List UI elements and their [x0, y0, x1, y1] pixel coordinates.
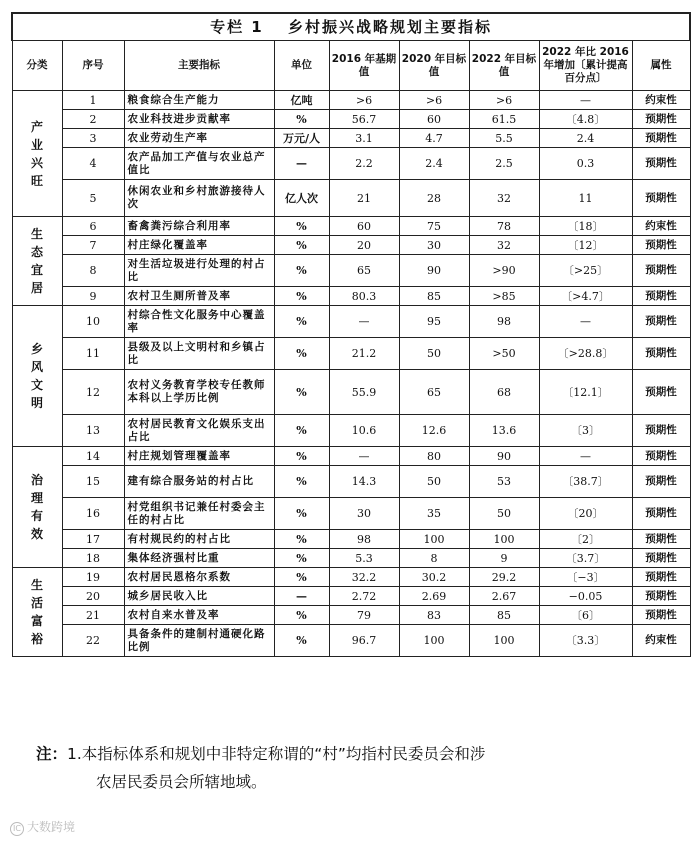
unit-cell: % [274, 530, 329, 549]
attribute-cell: 约束性 [632, 625, 690, 657]
table-row [12, 549, 690, 568]
unit-cell: % [274, 625, 329, 657]
target-2020-cell: 30 [399, 236, 469, 255]
category-cell [12, 217, 62, 306]
target-2022-cell: 2.5 [469, 148, 539, 180]
seq-cell: 4 [62, 148, 124, 180]
unit-cell: % [274, 415, 329, 447]
target-2022-cell: >6 [469, 91, 539, 110]
target-2022-cell: 98 [469, 306, 539, 338]
unit-cell: % [274, 338, 329, 370]
table-row [12, 338, 690, 370]
target-2020-cell: 83 [399, 606, 469, 625]
target-2020-cell: 80 [399, 447, 469, 466]
increase-cell: — [539, 447, 632, 466]
seq-cell: 16 [62, 498, 124, 530]
category-label: 生活富裕 [30, 578, 43, 646]
table-row [12, 217, 690, 236]
footnote [36, 740, 676, 796]
increase-cell: −0.05 [539, 587, 632, 606]
category-label: 生态宜居 [30, 227, 43, 295]
target-2022-cell: 90 [469, 447, 539, 466]
attribute-cell: 预期性 [632, 148, 690, 180]
seq-cell: 17 [62, 530, 124, 549]
seq-cell: 6 [62, 217, 124, 236]
target-2022-cell: 78 [469, 217, 539, 236]
table-row [12, 148, 690, 180]
attribute-cell: 预期性 [632, 498, 690, 530]
unit-cell: % [274, 466, 329, 498]
footnote-label: 注： [36, 745, 68, 763]
table-row [12, 255, 690, 287]
increase-cell: 〔>28.8〕 [539, 338, 632, 370]
target-2022-cell: 100 [469, 530, 539, 549]
seq-cell: 19 [62, 568, 124, 587]
attribute-cell: 预期性 [632, 606, 690, 625]
base-2016-cell: 96.7 [329, 625, 399, 657]
attribute-cell: 预期性 [632, 287, 690, 306]
attribute-cell: 约束性 [632, 217, 690, 236]
base-2016-cell: 79 [329, 606, 399, 625]
attribute-cell: 预期性 [632, 415, 690, 447]
unit-cell: % [274, 306, 329, 338]
increase-cell: 〔3〕 [539, 415, 632, 447]
base-2016-cell: 56.7 [329, 110, 399, 129]
target-2020-cell: 2.4 [399, 148, 469, 180]
unit-cell: % [274, 287, 329, 306]
indicator-cell: 农村卫生厕所普及率 [124, 287, 274, 306]
seq-cell: 11 [62, 338, 124, 370]
target-2022-cell: 32 [469, 180, 539, 217]
increase-cell: 〔4.8〕 [539, 110, 632, 129]
unit-cell: % [274, 110, 329, 129]
indicator-cell: 农村自来水普及率 [124, 606, 274, 625]
increase-cell: 〔12.1〕 [539, 370, 632, 415]
indicator-cell: 村庄规划管理覆盖率 [124, 447, 274, 466]
target-2020-cell: 95 [399, 306, 469, 338]
header-base-2016: 2016 年基期值 [329, 41, 399, 91]
header-increase: 2022 年比 2016 年增加〔累计提高百分点〕 [539, 41, 632, 91]
category-label: 治理有效 [30, 473, 43, 541]
increase-cell: 〔−3〕 [539, 568, 632, 587]
unit-cell: % [274, 606, 329, 625]
indicator-cell: 村综合性文化服务中心覆盖率 [124, 306, 274, 338]
attribute-cell: 预期性 [632, 236, 690, 255]
table-row [12, 625, 690, 657]
target-2022-cell: >50 [469, 338, 539, 370]
increase-cell: 〔3.7〕 [539, 549, 632, 568]
watermark-logo-icon: IC [10, 822, 24, 836]
seq-cell: 1 [62, 91, 124, 110]
unit-cell: 亿吨 [274, 91, 329, 110]
header-attribute: 属性 [632, 41, 690, 91]
table-row [12, 530, 690, 549]
target-2020-cell: 50 [399, 466, 469, 498]
header-category: 分类 [12, 41, 62, 91]
unit-cell: % [274, 568, 329, 587]
seq-cell: 22 [62, 625, 124, 657]
base-2016-cell: 21 [329, 180, 399, 217]
category-label: 产业兴旺 [30, 119, 43, 188]
footnote-line-2: 农居民委员会所辖地域。 [96, 773, 267, 791]
seq-cell: 21 [62, 606, 124, 625]
base-2016-cell: 3.1 [329, 129, 399, 148]
target-2022-cell: 2.67 [469, 587, 539, 606]
target-2022-cell: 13.6 [469, 415, 539, 447]
seq-cell: 18 [62, 549, 124, 568]
target-2022-cell: 5.5 [469, 129, 539, 148]
target-2020-cell: 30.2 [399, 568, 469, 587]
indicator-table-container [11, 12, 689, 657]
unit-cell: — [274, 148, 329, 180]
seq-cell: 10 [62, 306, 124, 338]
target-2022-cell: >85 [469, 287, 539, 306]
unit-cell: % [274, 255, 329, 287]
header-target-2022: 2022 年目标值 [469, 41, 539, 91]
category-cell [12, 447, 62, 568]
target-2020-cell: 60 [399, 110, 469, 129]
table-title: 专栏 1 乡村振兴战略规划主要指标 [12, 13, 690, 41]
increase-cell: 〔18〕 [539, 217, 632, 236]
indicator-cell: 休闲农业和乡村旅游接待人次 [124, 180, 274, 217]
target-2020-cell: 100 [399, 625, 469, 657]
base-2016-cell: 20 [329, 236, 399, 255]
table-row [12, 236, 690, 255]
target-2022-cell: 50 [469, 498, 539, 530]
increase-cell: 〔38.7〕 [539, 466, 632, 498]
indicator-cell: 有村规民约的村占比 [124, 530, 274, 549]
target-2022-cell: 100 [469, 625, 539, 657]
table-row [12, 129, 690, 148]
table-row [12, 415, 690, 447]
base-2016-cell: 2.72 [329, 587, 399, 606]
indicator-cell: 县级及以上文明村和乡镇占比 [124, 338, 274, 370]
table-row [12, 447, 690, 466]
table-row [12, 287, 690, 306]
table-row [12, 466, 690, 498]
attribute-cell: 预期性 [632, 549, 690, 568]
base-2016-cell: 2.2 [329, 148, 399, 180]
header-unit: 单位 [274, 41, 329, 91]
base-2016-cell: — [329, 447, 399, 466]
table-row [12, 606, 690, 625]
base-2016-cell: 30 [329, 498, 399, 530]
target-2020-cell: 4.7 [399, 129, 469, 148]
unit-cell: % [274, 236, 329, 255]
base-2016-cell: 5.3 [329, 549, 399, 568]
table-row [12, 91, 690, 110]
indicator-cell: 粮食综合生产能力 [124, 91, 274, 110]
category-label: 乡风文明 [30, 342, 43, 410]
table-row [12, 306, 690, 338]
indicator-cell: 村党组织书记兼任村委会主任的村占比 [124, 498, 274, 530]
increase-cell: 〔>4.7〕 [539, 287, 632, 306]
base-2016-cell: 65 [329, 255, 399, 287]
base-2016-cell: 14.3 [329, 466, 399, 498]
table-row [12, 370, 690, 415]
seq-cell: 8 [62, 255, 124, 287]
indicator-table [11, 12, 691, 657]
seq-cell: 3 [62, 129, 124, 148]
increase-cell: 0.3 [539, 148, 632, 180]
unit-cell: % [274, 447, 329, 466]
table-body [12, 91, 690, 657]
table-row [12, 180, 690, 217]
attribute-cell: 预期性 [632, 255, 690, 287]
increase-cell: — [539, 91, 632, 110]
watermark [10, 818, 75, 836]
table-row [12, 568, 690, 587]
base-2016-cell: 80.3 [329, 287, 399, 306]
attribute-cell: 预期性 [632, 530, 690, 549]
target-2020-cell: 2.69 [399, 587, 469, 606]
indicator-cell: 农村居民恩格尔系数 [124, 568, 274, 587]
indicator-cell: 城乡居民收入比 [124, 587, 274, 606]
target-2020-cell: 50 [399, 338, 469, 370]
unit-cell: % [274, 498, 329, 530]
seq-cell: 13 [62, 415, 124, 447]
target-2020-cell: 75 [399, 217, 469, 236]
indicator-cell: 建有综合服务站的村占比 [124, 466, 274, 498]
indicator-cell: 具备条件的建制村通硬化路比例 [124, 625, 274, 657]
table-row [12, 110, 690, 129]
target-2020-cell: 12.6 [399, 415, 469, 447]
indicator-cell: 农村义务教育学校专任教师本科以上学历比例 [124, 370, 274, 415]
table-row [12, 587, 690, 606]
attribute-cell: 预期性 [632, 338, 690, 370]
target-2020-cell: >6 [399, 91, 469, 110]
unit-cell: % [274, 217, 329, 236]
attribute-cell: 预期性 [632, 180, 690, 217]
increase-cell: 〔2〕 [539, 530, 632, 549]
unit-cell: 亿人次 [274, 180, 329, 217]
indicator-cell: 集体经济强村比重 [124, 549, 274, 568]
header-seq: 序号 [62, 41, 124, 91]
seq-cell: 5 [62, 180, 124, 217]
category-cell [12, 91, 62, 217]
increase-cell: 〔20〕 [539, 498, 632, 530]
seq-cell: 2 [62, 110, 124, 129]
base-2016-cell: 60 [329, 217, 399, 236]
increase-cell: 〔>25〕 [539, 255, 632, 287]
watermark-text: 大数跨境 [27, 820, 76, 834]
target-2020-cell: 35 [399, 498, 469, 530]
target-2020-cell: 90 [399, 255, 469, 287]
target-2022-cell: 61.5 [469, 110, 539, 129]
attribute-cell: 预期性 [632, 587, 690, 606]
seq-cell: 7 [62, 236, 124, 255]
base-2016-cell: 98 [329, 530, 399, 549]
indicator-cell: 农产品加工产值与农业总产值比 [124, 148, 274, 180]
increase-cell: — [539, 306, 632, 338]
unit-cell: % [274, 549, 329, 568]
target-2020-cell: 28 [399, 180, 469, 217]
target-2020-cell: 85 [399, 287, 469, 306]
indicator-cell: 畜禽粪污综合利用率 [124, 217, 274, 236]
indicator-cell: 农业劳动生产率 [124, 129, 274, 148]
increase-cell: 2.4 [539, 129, 632, 148]
attribute-cell: 预期性 [632, 110, 690, 129]
indicator-cell: 对生活垃圾进行处理的村占比 [124, 255, 274, 287]
seq-cell: 15 [62, 466, 124, 498]
base-2016-cell: 55.9 [329, 370, 399, 415]
category-cell [12, 306, 62, 447]
header-target-2020: 2020 年目标值 [399, 41, 469, 91]
base-2016-cell: — [329, 306, 399, 338]
footnote-text-1: 1.本指标体系和规划中非特定称谓的“村”均指村民委员会和涉 [67, 745, 486, 763]
target-2022-cell: 32 [469, 236, 539, 255]
indicator-cell: 农业科技进步贡献率 [124, 110, 274, 129]
target-2022-cell: >90 [469, 255, 539, 287]
attribute-cell: 预期性 [632, 129, 690, 148]
seq-cell: 14 [62, 447, 124, 466]
target-2022-cell: 68 [469, 370, 539, 415]
indicator-cell: 农村居民教育文化娱乐支出占比 [124, 415, 274, 447]
header-indicator: 主要指标 [124, 41, 274, 91]
base-2016-cell: 32.2 [329, 568, 399, 587]
attribute-cell: 预期性 [632, 306, 690, 338]
increase-cell: 〔3.3〕 [539, 625, 632, 657]
seq-cell: 20 [62, 587, 124, 606]
indicator-cell: 村庄绿化覆盖率 [124, 236, 274, 255]
target-2022-cell: 9 [469, 549, 539, 568]
increase-cell: 〔6〕 [539, 606, 632, 625]
increase-cell: 11 [539, 180, 632, 217]
attribute-cell: 预期性 [632, 370, 690, 415]
category-cell [12, 568, 62, 657]
attribute-cell: 预期性 [632, 447, 690, 466]
header-row [12, 41, 690, 91]
unit-cell: % [274, 370, 329, 415]
table-row [12, 498, 690, 530]
target-2022-cell: 29.2 [469, 568, 539, 587]
target-2020-cell: 65 [399, 370, 469, 415]
base-2016-cell: 21.2 [329, 338, 399, 370]
target-2022-cell: 85 [469, 606, 539, 625]
unit-cell: — [274, 587, 329, 606]
unit-cell: 万元/人 [274, 129, 329, 148]
seq-cell: 12 [62, 370, 124, 415]
attribute-cell: 约束性 [632, 91, 690, 110]
target-2020-cell: 100 [399, 530, 469, 549]
target-2020-cell: 8 [399, 549, 469, 568]
base-2016-cell: 10.6 [329, 415, 399, 447]
footnote-line-1 [36, 740, 676, 768]
attribute-cell: 预期性 [632, 568, 690, 587]
attribute-cell: 预期性 [632, 466, 690, 498]
base-2016-cell: >6 [329, 91, 399, 110]
target-2022-cell: 53 [469, 466, 539, 498]
seq-cell: 9 [62, 287, 124, 306]
increase-cell: 〔12〕 [539, 236, 632, 255]
